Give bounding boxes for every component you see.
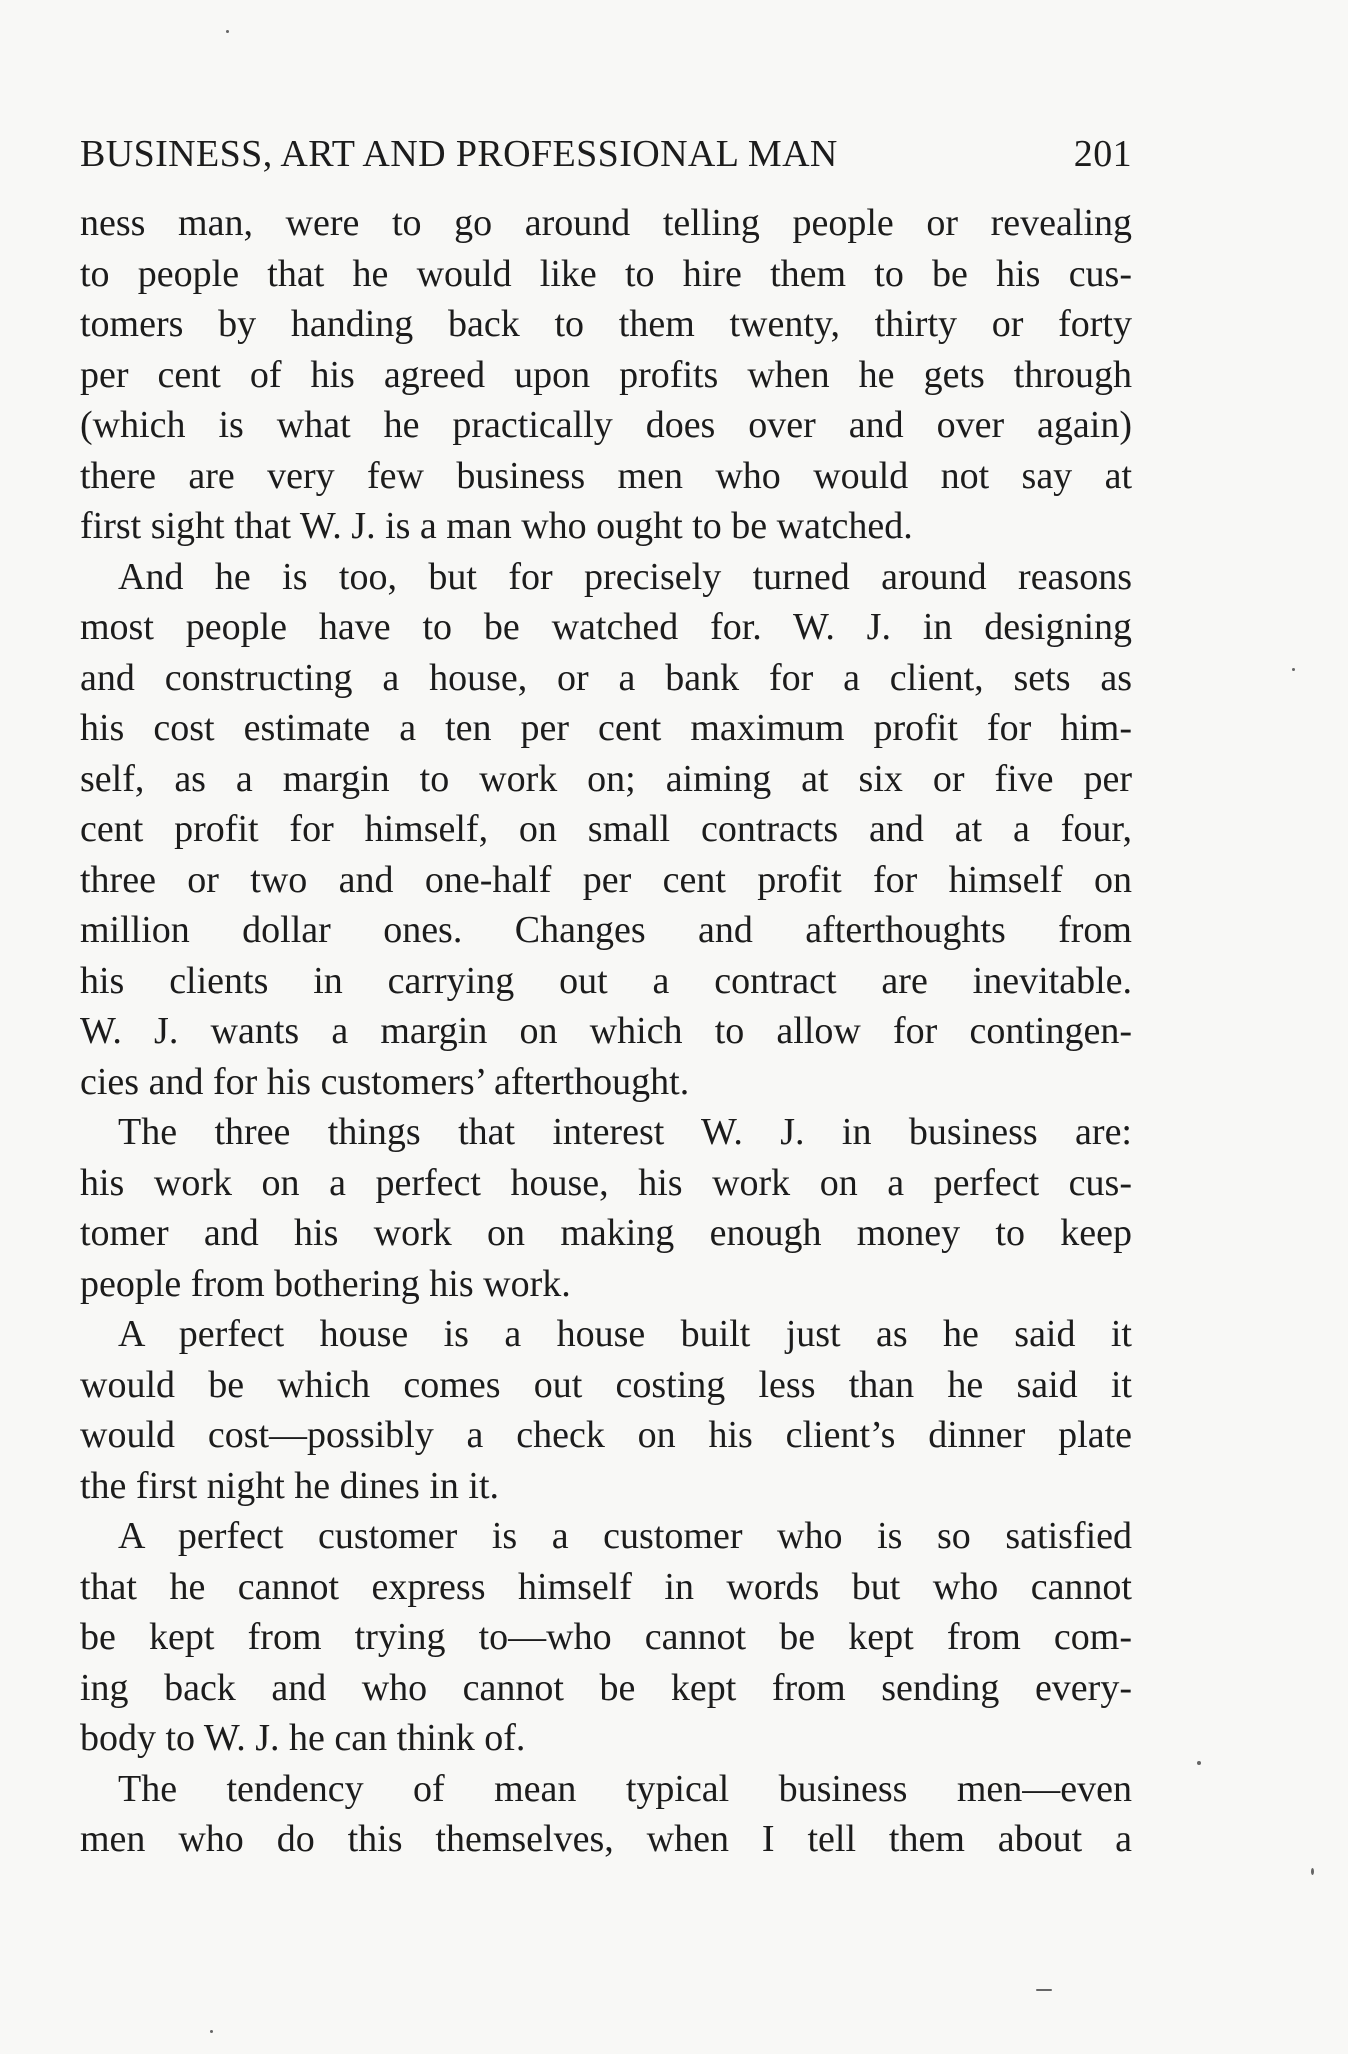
text-line: cies and for his customers’ afterthought. [80,1060,690,1103]
text-line: first sight that W. J. is a man who ought to be watched. [80,505,913,547]
running-head-title: BUSINESS, ART AND PROFESSIONAL MAN [80,133,838,175]
text-line: cent profit for himself, on small contracts and at a four, [80,808,1132,850]
text-line: The three things that interest W. J. in business are: [118,1111,1132,1153]
text-line: his cost estimate a ten per cent maximum profit for him- [80,707,1132,749]
text-line: tomers by handing back to them twenty, thirty or forty [80,303,1132,345]
text-line: ing back and who cannot be kept from sending every- [80,1666,1132,1709]
page-number: 201 [1073,133,1132,175]
text-line: tomer and his work on making enough money to keep [80,1212,1132,1254]
paper-speck [210,2030,213,2033]
text-line: The tendency of mean typical business men—even [118,1767,1132,1810]
text-line: ness man, were to go around telling people or revealing [80,202,1132,244]
text-line: his work on a perfect house, his work on a perfect cus- [80,1161,1132,1204]
text-line: self, as a margin to work on; aiming at six or five per [80,757,1132,800]
body-text [80,198,1132,1865]
paper-speck [1036,1989,1052,1991]
text-line: per cent of his agreed upon profits when he gets through [80,353,1132,396]
text-line: that he cannot express himself in words but who cannot [80,1565,1132,1608]
text-line: to people that he would like to hire them to be his cus- [80,252,1132,295]
text-line: men who do this themselves, when I tell them about a [80,1818,1132,1860]
text-block [80,128,1132,1865]
text-line: million dollar ones. Changes and afterthoughts from [80,909,1132,951]
text-line: W. J. wants a margin on which to allow for contingen- [80,1010,1132,1052]
text-line: most people have to be watched for. W. J. in designing [80,606,1132,648]
paper-speck [1292,668,1295,671]
text-line: (which is what he practically does over and over again) [80,404,1132,446]
text-line: And he is too, but for precisely turned around reasons [118,555,1132,598]
text-line: and constructing a house, or a bank for a client, sets as [80,656,1132,699]
text-line: A perfect house is a house built just as he said it [118,1313,1132,1355]
text-line: would be which comes out costing less than he said it [80,1363,1132,1406]
text-line: there are very few business men who would not say at [80,454,1132,497]
text-line: people from bothering his work. [80,1262,571,1305]
paper-speck [226,30,229,33]
text-line: A perfect customer is a customer who is so satisfied [118,1515,1132,1557]
running-head [80,128,1132,180]
text-line: body to W. J. he can think of. [80,1717,526,1759]
paper-speck [1197,1761,1201,1765]
text-line: be kept from trying to—who cannot be kept from com- [80,1616,1132,1658]
text-line: three or two and one-half per cent profit for himself on [80,858,1132,901]
paper-speck [1311,1868,1314,1875]
text-line: his clients in carrying out a contract are inevitable. [80,959,1132,1002]
text-line: the first night he dines in it. [80,1464,500,1507]
text-line: would cost—possibly a check on his client’s dinner plate [80,1414,1132,1456]
